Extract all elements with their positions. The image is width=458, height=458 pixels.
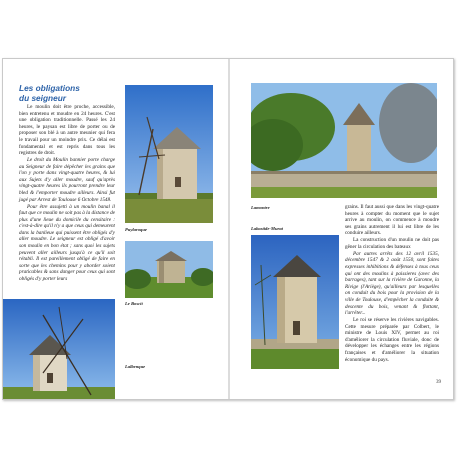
caption-le-boscit: Le Boscit (125, 301, 143, 306)
paragraph: grains. Il faut aussi que dans les vingt-quatre heures à compter du moment que le sujet arrive au moulin, on commence à moudre ses grains autrement il lui est libre de les conduire ailleurs. (345, 204, 439, 237)
caption-lalbenque: Lalbenque (125, 364, 146, 369)
photo-lamontre-tower (251, 83, 437, 198)
paragraph-quote: Pour être assujetti à un moulin banal il faut que ce moulin ne soit pas à la distance de plus d'une lieue du domicile du censitaire : c'est-à-dire qu'il n'y a que ceux qui demeurent dans la banlieue qui puissent être obligés d'y aller moudre. Le seigneur est obligé d'avoir son moulin en bon état ; sans quoi les sujets peuvent aller ailleurs jusqu'à ce qu'il soit rétabli. Il est pareillement obligé de faire en sorte que les chemins pour y aborder soient praticables & sans danger pour ceux qui sont obligés d'y porter leurs (19, 203, 115, 283)
caption-labastide-murat: Labastide-Murat (251, 226, 283, 231)
section-heading (19, 83, 114, 103)
page-number: 39 (436, 380, 441, 385)
caption-puylaroque: Puylaroque (125, 227, 147, 232)
photo-le-boscit-windmill (125, 241, 213, 298)
heading-line-1: Les obligations (19, 83, 80, 93)
heading-line-2: du seigneur (19, 93, 67, 103)
left-text-column (19, 104, 115, 283)
paragraph: La construction d'un moulin ne doit pas gêner la circulation des bateaux (345, 237, 439, 250)
book-spread (2, 58, 454, 400)
right-text-column (345, 204, 439, 363)
paragraph-quote: Le droit du Moulin bannier porte charge au Seigneur de faire dépêcher les grains que l'on y porte dans vingt-quatre heures, & lui aux Sujets d'y aller moudre, sauf qu'après vingt-quatre heures ils pourront prendre leur bled & l'emporter moudre ailleurs. Ainsi fut jugé par Arrest de Toulouse 6 Octobre 1548. (19, 157, 115, 203)
photo-lalbenque-windmill (3, 299, 115, 399)
photo-puylaroque-windmill (125, 85, 213, 223)
photo-labastide-murat-windmill (251, 235, 339, 369)
paragraph: Le moulin doit être proche, accessible, bien entretenu et moudre en 24 heures. C'est une obligation traditionnelle. Passé les 24 heures, le paysan est libre de porter ou de proposer son blé à un autre meunier qui fera le travail pour un moindre prix. Ce délai est fondamental et est repris dans tous les registres de droit. (19, 104, 115, 157)
caption-lamontre: Lamontre (251, 205, 270, 210)
paragraph: Le roi se réserve les rivières navigables. Cette mesure préparée par Colbert, le ministre de Louis XIV, permet au roi d'améliorer la circulation fluviale, donc de développer les échanges entre les régions françaises et d'améliorer la situation économique du pays. (345, 316, 439, 363)
paragraph-quote: Par autres arrêts des 12 avril 1535, décembre 1547 & 2 août 1550, sont faites expresses inhibitions & défenses à tous ceux qui ont des moulins à paissieres (avec des barrages), tant sur la rivière de Garonne, la Rivige (l'Ariège), qu'ailleurs par lesquelles on conduit du bois pour la provision de la ville de Toulouse, d'empêcher la conduite & descente du bois, venant & flottant, l'arrêter... (345, 250, 439, 317)
page-gutter (228, 59, 230, 399)
